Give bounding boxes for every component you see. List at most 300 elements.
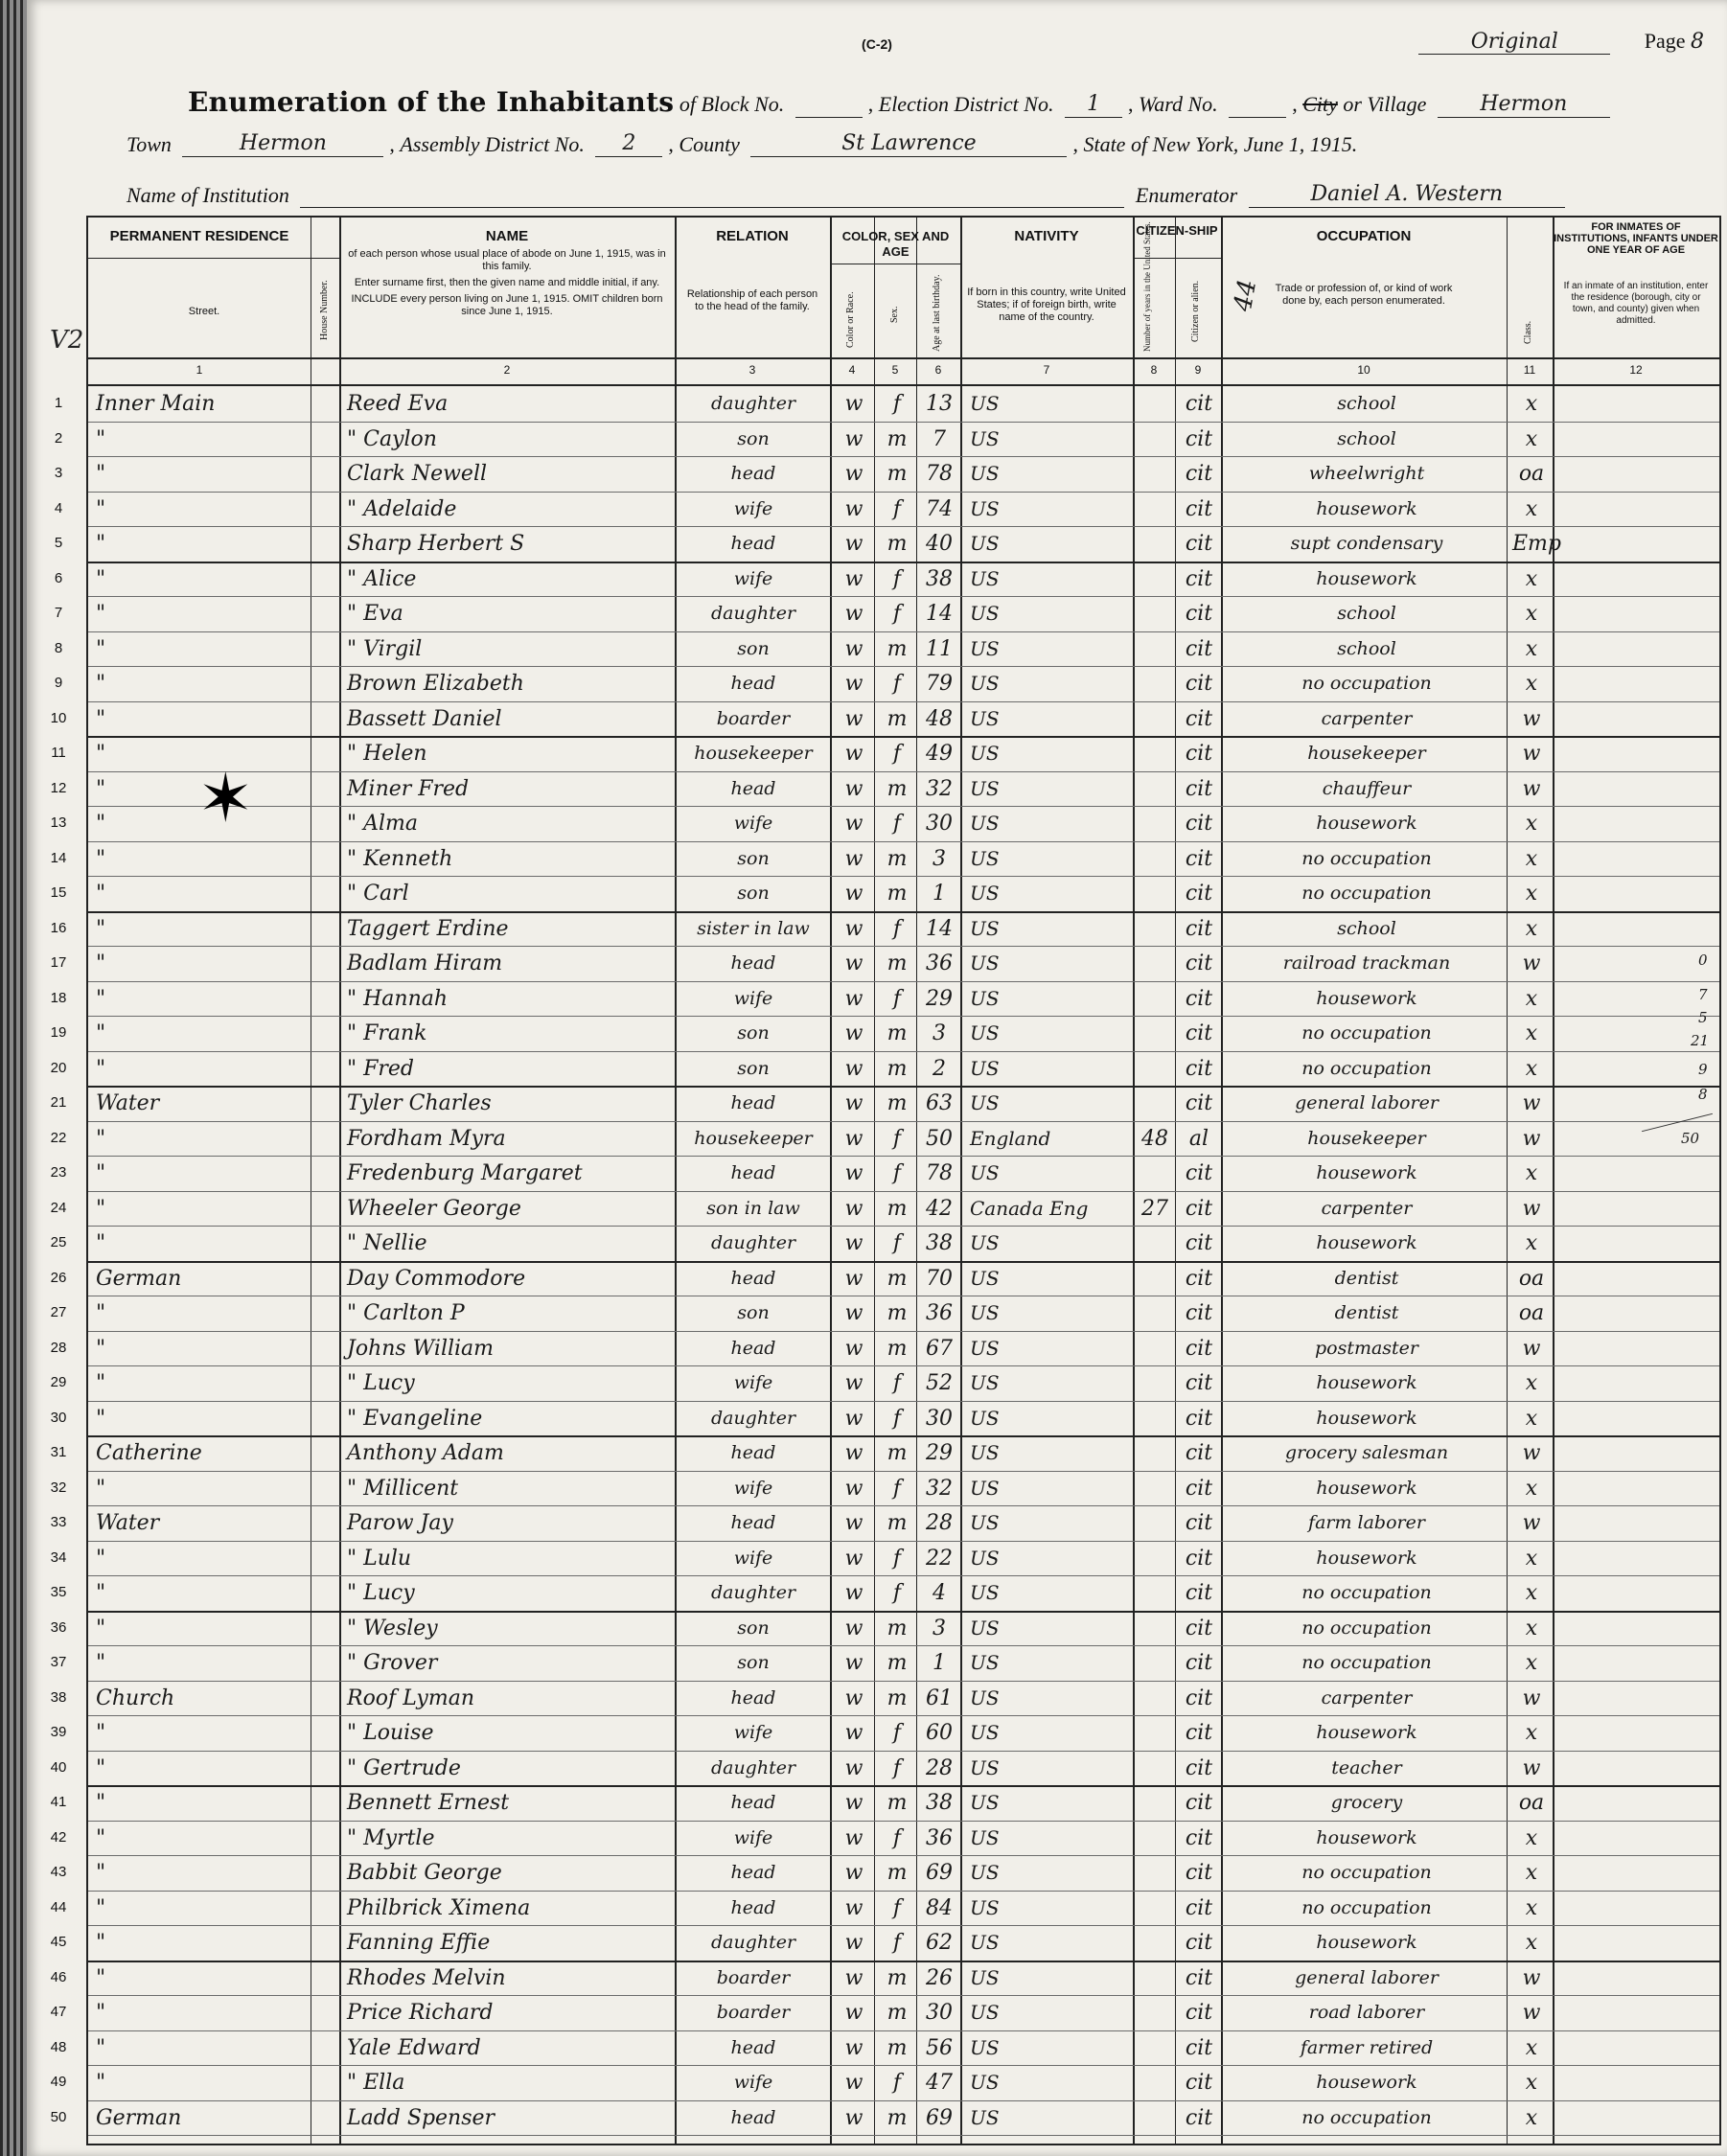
cell-cit: cit: [1185, 1616, 1213, 1640]
cell-yrs: [1137, 739, 1173, 768]
colnum-7: 7: [1043, 363, 1050, 377]
cell-cit: cit: [1185, 532, 1213, 556]
cell-occ: supt condensary: [1290, 533, 1443, 554]
cell-age: 28: [926, 1755, 953, 1780]
cell-yrs: [1137, 2103, 1173, 2133]
cell-yrs: [1137, 1684, 1173, 1713]
cell-occ: dentist: [1334, 1302, 1399, 1323]
cell-yrs: 27: [1141, 1196, 1168, 1221]
row-number: 30: [50, 1409, 67, 1426]
cell-occ: housework: [1316, 2072, 1417, 2093]
cell-name: Wheeler George: [347, 1196, 521, 1221]
cell-yrs: [1137, 1054, 1173, 1084]
cell-yrs: [1137, 704, 1173, 734]
cell-rel: son: [737, 637, 770, 659]
cell-yrs: [1137, 1788, 1173, 1818]
row-number: 41: [50, 1794, 67, 1810]
cell-cit: cit: [1185, 1371, 1213, 1395]
county-value: St Lawrence: [750, 131, 1067, 157]
cell-age: 7: [933, 426, 946, 451]
town-label: Town: [127, 132, 172, 156]
cell-cls: x: [1525, 1581, 1538, 1605]
cell-cit: cit: [1185, 1476, 1213, 1501]
color-title: COLOR, SEX AND AGE: [841, 229, 950, 259]
cell-cls: x: [1525, 1895, 1538, 1920]
cell-rel: head: [730, 1686, 776, 1709]
cell-occ: farm laborer: [1308, 1512, 1425, 1533]
street-header: Street.: [188, 306, 220, 317]
colnum-11: 11: [1523, 363, 1536, 377]
row-number: 29: [50, 1374, 67, 1390]
cell-occ: no occupation: [1301, 1057, 1432, 1079]
table-row: [50, 1575, 1719, 1613]
table-row: [51, 736, 1719, 772]
cell-occ: school: [1337, 393, 1396, 414]
cell-color: w: [844, 1441, 864, 1465]
name-title: NAME: [485, 228, 529, 244]
cell-cit: cit: [1185, 1021, 1213, 1045]
cell-cls: x: [1525, 636, 1538, 661]
cell-sex: f: [892, 1161, 902, 1185]
cell-name: " Millicent: [347, 1476, 459, 1501]
cell-cit: cit: [1185, 1581, 1213, 1605]
row-number: 37: [50, 1654, 67, 1670]
row-number: 5: [54, 535, 63, 551]
election-district-label: Election District No.: [878, 92, 1054, 116]
cell-cit: cit: [1185, 1196, 1213, 1221]
table-row: [50, 911, 1719, 948]
cell-color: w: [844, 1755, 864, 1780]
relation-title: RELATION: [716, 228, 789, 244]
cell-street: German: [96, 2105, 182, 2130]
cell-street: ": [96, 1231, 106, 1255]
row-number: 49: [50, 2074, 67, 2090]
cell-nat: US: [970, 916, 1000, 940]
cell-cit: cit: [1185, 882, 1213, 906]
col-relation-header: [676, 218, 829, 357]
cell-nat: US: [970, 1441, 1000, 1464]
cell-street: Water: [96, 1511, 160, 1535]
name-sub1: of each person whose usual place of abode on June 1, 1915, was in this family.: [348, 248, 666, 272]
city-label: City: [1302, 92, 1338, 116]
cell-name: Bassett Daniel: [347, 706, 502, 731]
cell-name: Yale Edward: [347, 2035, 481, 2060]
cell-rel: head: [730, 2106, 776, 2128]
cell-occ: carpenter: [1321, 1686, 1413, 1709]
sex-header: Sex.: [889, 306, 900, 323]
town-value: Hermon: [182, 131, 383, 157]
cell-occ: housework: [1316, 567, 1417, 589]
cell-rel: head: [730, 1862, 776, 1883]
cell-nat: US: [970, 1371, 1000, 1394]
cell-name: Fordham Myra: [347, 1126, 506, 1151]
tally-4: 9: [1698, 1061, 1708, 1078]
cell-street: ": [96, 426, 106, 451]
row-number: 25: [50, 1234, 67, 1250]
cell-cls: x: [1525, 602, 1538, 626]
cell-color: w: [844, 1336, 864, 1361]
cell-cls: x: [1525, 1371, 1538, 1395]
cell-rel: daughter: [710, 1407, 796, 1429]
cell-street: ": [96, 1336, 106, 1361]
cell-age: 1: [933, 1651, 946, 1675]
cell-occ: carpenter: [1321, 1197, 1413, 1219]
table-row: [54, 456, 1719, 493]
cell-cit: cit: [1185, 742, 1213, 766]
cell-nat: US: [970, 2071, 1000, 2094]
row-number: 10: [50, 709, 67, 726]
cell-color: w: [844, 1196, 864, 1221]
cell-street: ": [96, 1371, 106, 1395]
cell-cit: cit: [1185, 636, 1213, 661]
cell-cit: cit: [1185, 1755, 1213, 1780]
cell-nat: Canada Eng: [970, 1196, 1089, 1220]
cell-nat: US: [970, 882, 1000, 905]
cell-cit: cit: [1185, 1895, 1213, 1920]
cell-sex: m: [887, 532, 908, 556]
cell-nat: US: [970, 776, 1000, 800]
cell-sex: m: [887, 882, 908, 906]
cell-street: ": [96, 1476, 106, 1501]
cell-street: Catherine: [96, 1441, 202, 1465]
cell-yrs: [1137, 1368, 1173, 1398]
cell-yrs: [1137, 2033, 1173, 2063]
col-occupation-header: [1222, 218, 1506, 357]
cell-yrs: [1137, 1228, 1173, 1258]
row-number: 23: [50, 1164, 67, 1181]
table-row: [54, 596, 1719, 632]
cell-nat: US: [970, 1511, 1000, 1534]
cell-nat: US: [970, 1301, 1000, 1324]
cell-cls: oa: [1518, 1791, 1545, 1815]
cell-cls: w: [1522, 1196, 1541, 1221]
cell-nat: US: [970, 1161, 1000, 1184]
row-number: 12: [50, 779, 67, 796]
cell-name: Fanning Effie: [347, 1931, 491, 1955]
cell-cit: cit: [1185, 916, 1213, 941]
tally-2: 5: [1698, 1009, 1708, 1026]
cell-occ: school: [1337, 637, 1396, 659]
colnum-3: 3: [748, 363, 756, 377]
cell-street: ": [96, 952, 106, 975]
cell-cit: cit: [1185, 1056, 1213, 1081]
table-row: [50, 1191, 1719, 1227]
cell-occ: school: [1337, 603, 1396, 624]
cell-street: ": [96, 1616, 106, 1640]
col-name-header: [340, 218, 674, 357]
cell-name: " Grover: [347, 1651, 438, 1675]
cell-name: Brown Elizabeth: [347, 672, 524, 696]
cell-occ: housework: [1316, 1826, 1417, 1848]
cell-occ: no occupation: [1301, 2106, 1432, 2128]
table-row: [50, 701, 1719, 739]
cell-color: w: [844, 952, 864, 975]
cell-cls: w: [1522, 2001, 1541, 2025]
cell-street: German: [96, 1266, 182, 1291]
cell-street: ": [96, 2071, 106, 2095]
cell-age: 3: [933, 1021, 946, 1045]
cell-color: w: [844, 706, 864, 731]
table-row: [54, 422, 1719, 458]
cell-street: Church: [96, 1686, 175, 1710]
cell-color: w: [844, 672, 864, 696]
cell-age: 32: [926, 776, 953, 801]
cell-name: Price Richard: [347, 2001, 494, 2025]
cell-color: w: [844, 462, 864, 486]
cell-cls: x: [1525, 1476, 1538, 1501]
cell-nat: US: [970, 1825, 1000, 1849]
cell-cls: x: [1525, 2035, 1538, 2060]
cell-color: w: [844, 392, 864, 416]
cell-cls: x: [1525, 1651, 1538, 1675]
cell-sex: m: [887, 1266, 908, 1291]
cell-cls: x: [1525, 1231, 1538, 1255]
cell-color: w: [844, 2001, 864, 2025]
row-number: 8: [54, 639, 63, 656]
table-row: [50, 946, 1719, 982]
cell-cls: w: [1522, 1336, 1541, 1361]
cell-color: w: [844, 1861, 864, 1885]
cell-nat: US: [970, 602, 1000, 625]
election-district-value: 1: [1065, 92, 1122, 118]
cell-rel: son: [737, 1022, 770, 1044]
cell-name: " Wesley: [347, 1616, 438, 1640]
table-header: [88, 218, 1719, 359]
row-number: 4: [54, 499, 63, 516]
cell-street: ": [96, 532, 106, 556]
cell-cit: cit: [1185, 1686, 1213, 1710]
occupation-sub: Trade or profession of, or kind of work done by, each person enumerated.: [1275, 283, 1453, 307]
cell-rel: daughter: [710, 393, 796, 414]
cell-street: ": [96, 846, 106, 871]
cell-occ: road laborer: [1308, 2002, 1425, 2023]
cell-age: 74: [926, 496, 953, 521]
cell-cls: w: [1522, 1091, 1541, 1115]
cell-yrs: [1137, 809, 1173, 838]
cell-age: 60: [926, 1721, 953, 1745]
cell-sex: f: [892, 1755, 902, 1780]
cell-cit: cit: [1185, 462, 1213, 486]
years-us-header: Number of years in the United States.: [1142, 221, 1152, 352]
cell-color: w: [844, 1056, 864, 1081]
cell-age: 42: [926, 1196, 953, 1221]
cell-color: w: [844, 916, 864, 941]
cell-nat: US: [970, 566, 1000, 590]
row-number: 31: [50, 1444, 67, 1460]
assembly-value: 2: [595, 131, 662, 157]
cell-cit: cit: [1185, 986, 1213, 1011]
cell-rel: wife: [733, 1372, 773, 1393]
cell-nat: US: [970, 1231, 1000, 1254]
cell-nat: US: [970, 1336, 1000, 1360]
col-inmates-header: [1554, 218, 1718, 357]
cell-name: " Helen: [347, 742, 427, 766]
cell-sex: m: [887, 1861, 908, 1885]
cell-occ: school: [1337, 917, 1396, 939]
cell-sex: f: [892, 1476, 902, 1501]
cell-nat: US: [970, 672, 1000, 695]
institution-label: Name of Institution: [127, 183, 289, 207]
cell-color: w: [844, 426, 864, 451]
cell-rel: head: [730, 1442, 776, 1463]
cell-cls: oa: [1518, 1301, 1545, 1325]
cell-sex: f: [892, 916, 902, 941]
citizenship-title: CITIZEN-SHIP: [1136, 223, 1218, 238]
cell-name: " Adelaide: [347, 496, 457, 521]
colnum-2: 2: [503, 363, 511, 377]
cell-occ: postmaster: [1314, 1337, 1419, 1359]
row-number: 9: [54, 675, 63, 691]
cell-name: Bennett Ernest: [347, 1791, 510, 1815]
cell-cit: al: [1188, 1126, 1209, 1151]
cell-cls: x: [1525, 1721, 1538, 1745]
cell-occ: wheelwright: [1308, 463, 1425, 484]
table-row: [54, 631, 1719, 668]
cell-cls: x: [1525, 1406, 1538, 1431]
cell-cls: x: [1525, 986, 1538, 1011]
cell-color: w: [844, 1965, 864, 1990]
cell-cls: w: [1522, 1965, 1541, 1990]
table-row: [54, 526, 1719, 563]
cell-color: w: [844, 1721, 864, 1745]
cell-color: w: [844, 1511, 864, 1535]
row-number: 6: [54, 569, 63, 586]
cell-nat: US: [970, 426, 1000, 450]
cell-cls: x: [1525, 812, 1538, 836]
table-row: [50, 2100, 1719, 2137]
cell-name: " Virgil: [347, 636, 423, 661]
cell-cls: oa: [1518, 1266, 1545, 1291]
cell-color: w: [844, 2035, 864, 2060]
cell-rel: son: [737, 1057, 770, 1079]
cell-age: 14: [926, 602, 953, 626]
cell-sex: m: [887, 846, 908, 871]
row-number: 33: [50, 1514, 67, 1530]
cell-cit: cit: [1185, 1301, 1213, 1325]
cell-name: " Evangeline: [347, 1406, 483, 1431]
row-number: 1: [54, 395, 63, 411]
cell-age: 69: [926, 2105, 953, 2130]
cell-nat: US: [970, 846, 1000, 870]
cell-name: " Alice: [347, 566, 417, 591]
cell-name: " Frank: [347, 1021, 427, 1045]
cell-cls: x: [1525, 1861, 1538, 1885]
cell-rel: head: [730, 1162, 776, 1183]
cell-occ: no occupation: [1301, 1652, 1432, 1673]
table-row: [50, 2030, 1719, 2067]
assembly-label: Assembly District No.: [400, 132, 585, 156]
cell-rel: housekeeper: [694, 1127, 813, 1149]
cell-sex: f: [892, 1371, 902, 1395]
tally-5: 8: [1698, 1086, 1708, 1103]
row-number: 26: [50, 1269, 67, 1286]
cell-nat: US: [970, 2001, 1000, 2024]
cell-name: " Carlton P: [347, 1301, 465, 1325]
cell-name: Day Commodore: [347, 1266, 526, 1291]
cell-cls: x: [1525, 1056, 1538, 1081]
cell-rel: boarder: [716, 2002, 791, 2023]
inmates-sub: If an inmate of an institution, enter the residence (borough, city or town, and county) given when admitted.: [1563, 281, 1709, 326]
table-row: [50, 1891, 1719, 1927]
cell-name: " Carl: [347, 882, 409, 906]
census-page: [27, 0, 1727, 2156]
cell-color: w: [844, 566, 864, 591]
cell-age: 30: [926, 1406, 953, 1431]
table-row: [50, 1995, 1719, 2031]
tally-1: 7: [1698, 986, 1708, 1003]
cell-rel: head: [730, 673, 776, 694]
cell-name: " Caylon: [347, 426, 437, 451]
cell-cit: cit: [1185, 1546, 1213, 1571]
cell-color: w: [844, 1231, 864, 1255]
row-number: 43: [50, 1864, 67, 1880]
cell-color: w: [844, 1791, 864, 1815]
cell-cit: cit: [1185, 2035, 1213, 2060]
row-number: 50: [50, 2108, 67, 2125]
cell-occ: housework: [1316, 1722, 1417, 1743]
cell-sex: f: [892, 742, 902, 766]
cell-street: ": [96, 986, 106, 1011]
color-race-header: Color or Race.: [845, 291, 856, 348]
table-row: [50, 1471, 1719, 1507]
cell-yrs: [1137, 599, 1173, 629]
table-row: [54, 492, 1719, 528]
colnum-8: 8: [1150, 363, 1158, 377]
cell-rel: daughter: [710, 1582, 796, 1603]
cell-nat: US: [970, 2105, 1000, 2129]
table-row: [50, 1821, 1719, 1857]
colnum-12: 12: [1629, 363, 1643, 377]
cell-occ: housekeeper: [1307, 743, 1426, 764]
cell-rel: wife: [733, 1547, 773, 1569]
cell-yrs: [1137, 494, 1173, 524]
cell-color: w: [844, 1301, 864, 1325]
cell-color: w: [844, 1686, 864, 1710]
table-row: [50, 1925, 1719, 1962]
cell-occ: no occupation: [1301, 673, 1432, 694]
cell-sex: f: [892, 1406, 902, 1431]
institution-value: [300, 182, 1124, 208]
page-corner: [1418, 29, 1704, 55]
cell-cit: cit: [1185, 1441, 1213, 1465]
cell-yrs: [1137, 669, 1173, 699]
cell-color: w: [844, 882, 864, 906]
cell-street: ": [96, 636, 106, 661]
cell-nat: US: [970, 1721, 1000, 1744]
table-row: [50, 876, 1719, 913]
cell-rel: son: [737, 1652, 770, 1673]
cell-cit: cit: [1185, 1266, 1213, 1291]
cell-rel: head: [730, 533, 776, 554]
cell-street: ": [96, 706, 106, 731]
cell-nat: US: [970, 812, 1000, 835]
ward-label: Ward No.: [1138, 92, 1218, 116]
cell-nat: US: [970, 1056, 1000, 1080]
cell-nat: US: [970, 1686, 1000, 1709]
cell-yrs: [1137, 564, 1173, 594]
cell-nat: US: [970, 1546, 1000, 1570]
nativity-title: NATIVITY: [1014, 228, 1079, 244]
cell-cls: x: [1525, 426, 1538, 451]
cell-age: 3: [933, 1616, 946, 1640]
cell-nat: US: [970, 1616, 1000, 1640]
cell-age: 63: [926, 1091, 953, 1115]
cell-rel: head: [730, 1337, 776, 1359]
column-numbers: [88, 357, 1719, 386]
cell-cls: w: [1522, 952, 1541, 975]
row-number: 35: [50, 1584, 67, 1600]
row-number: 32: [50, 1479, 67, 1496]
